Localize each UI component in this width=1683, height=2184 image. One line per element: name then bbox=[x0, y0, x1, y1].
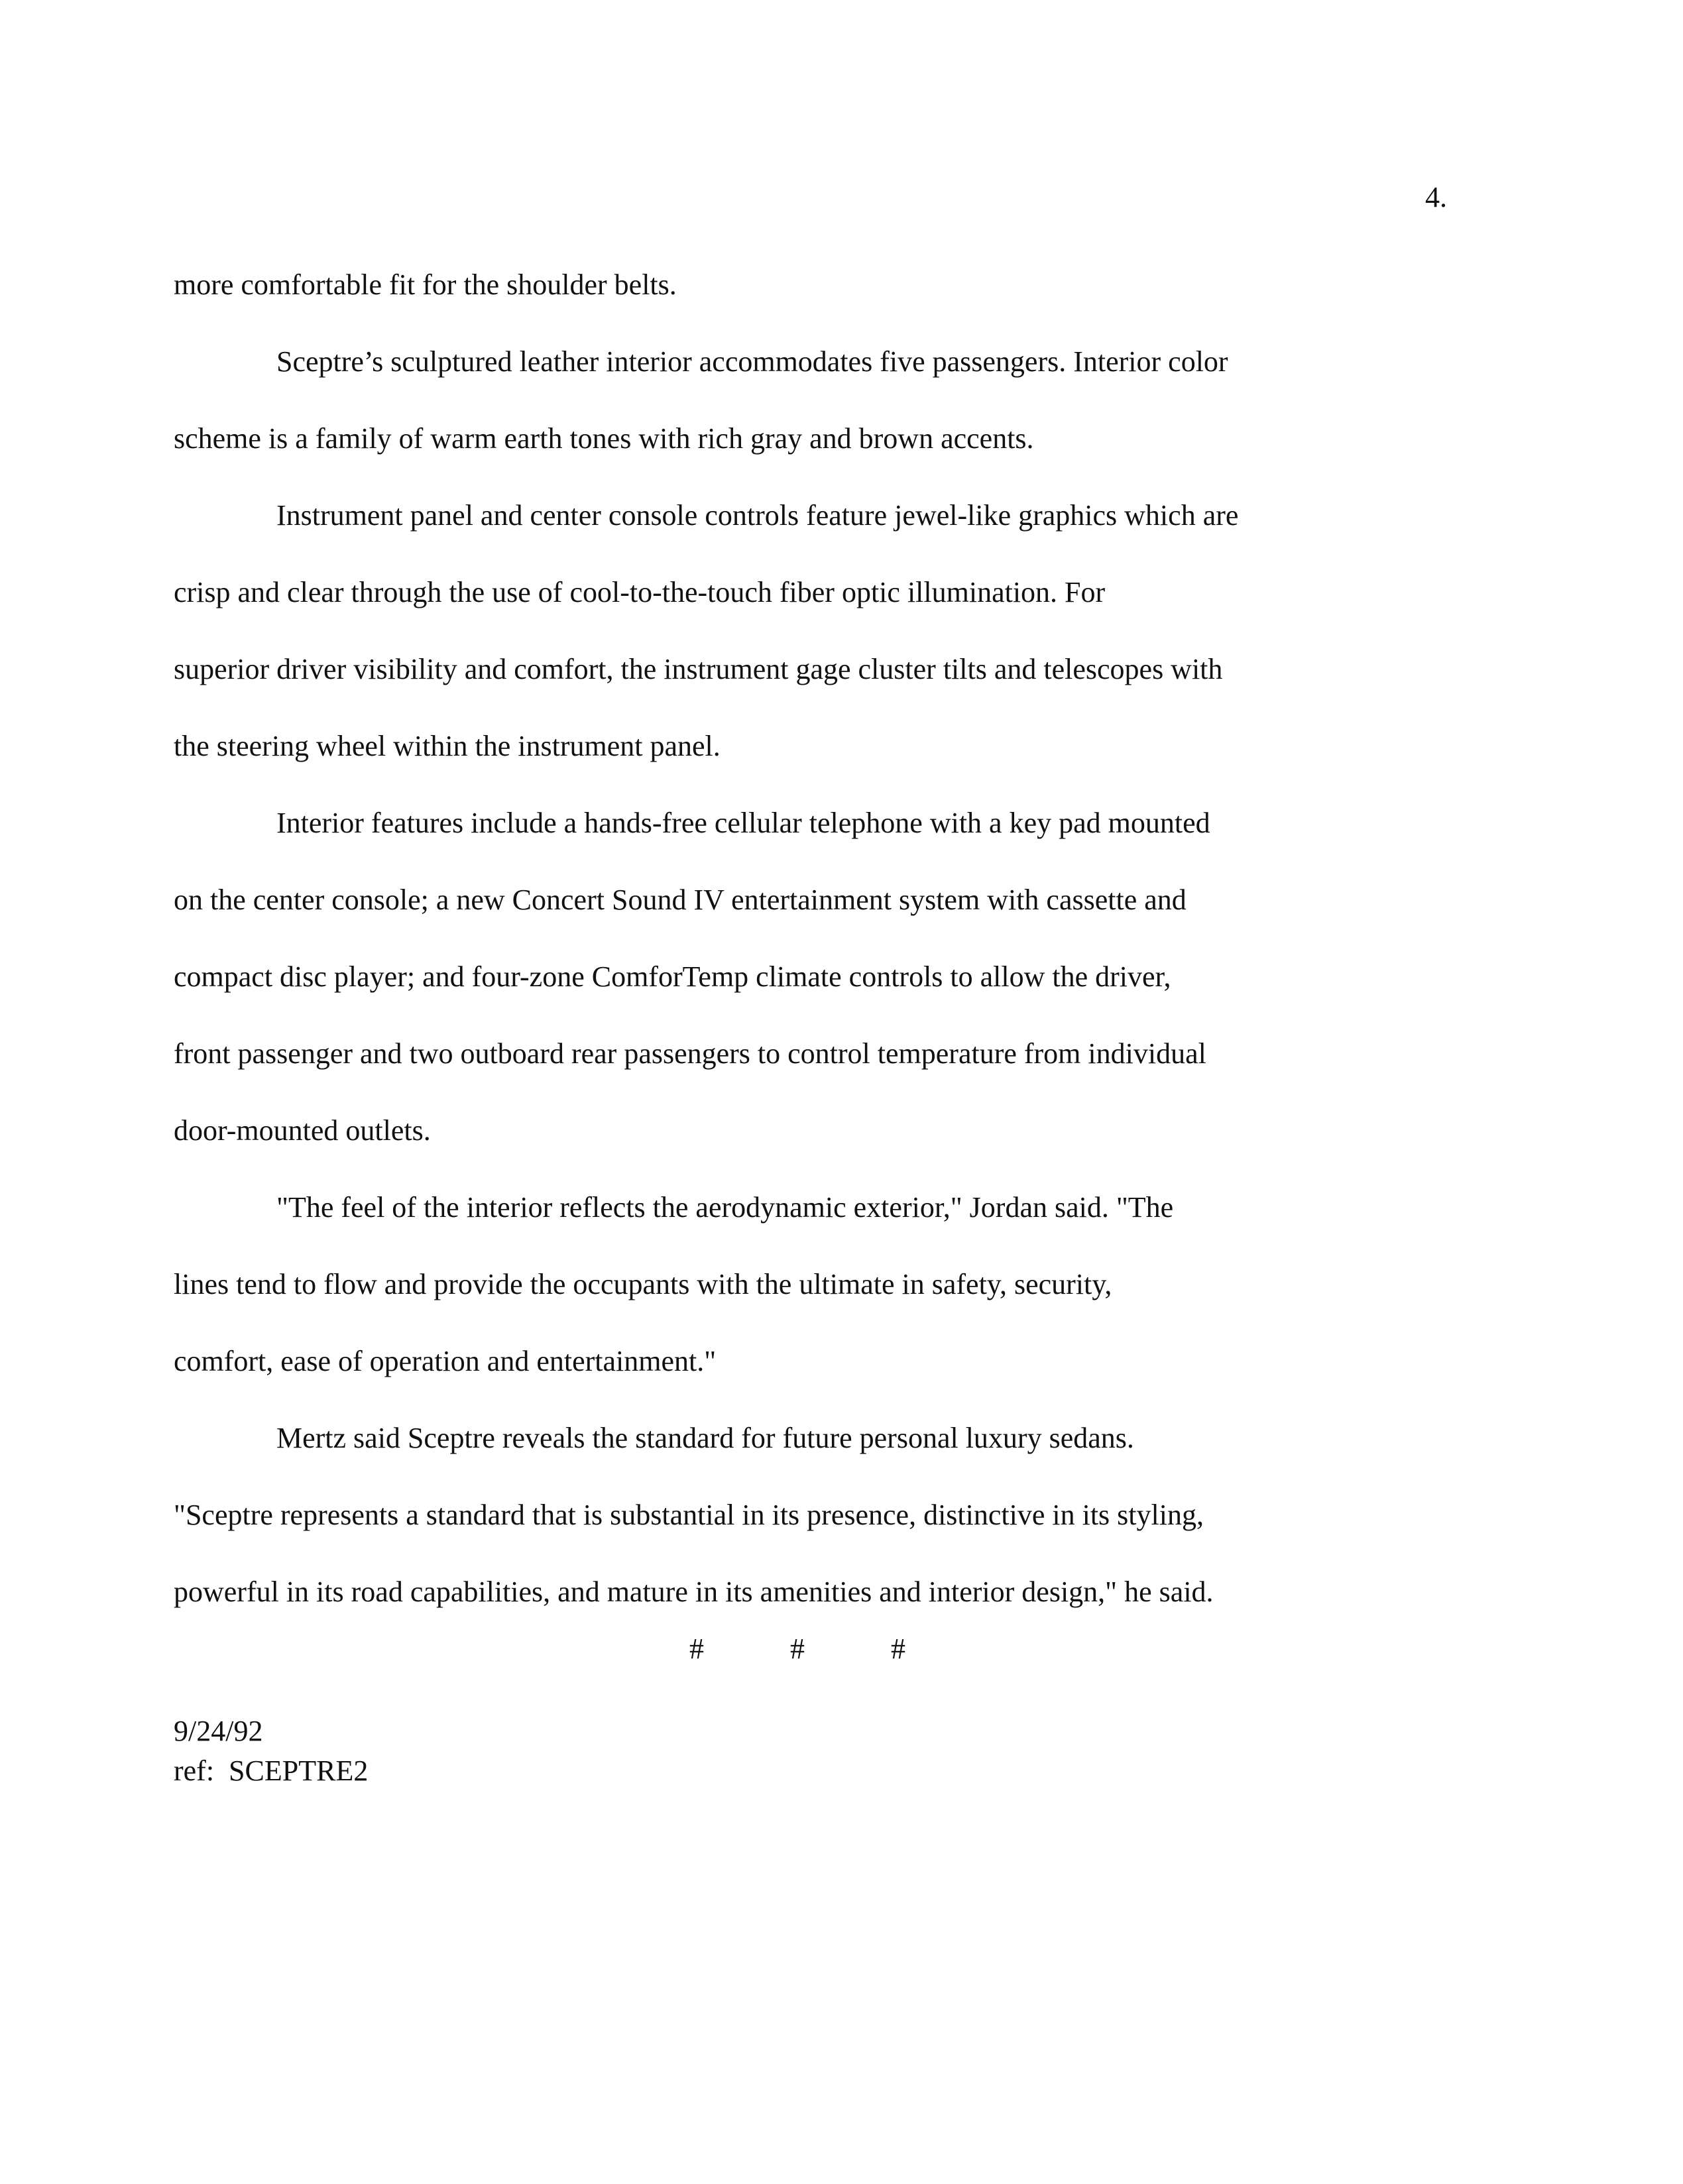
footer-date: 9/24/92 bbox=[174, 1715, 263, 1747]
paragraph-jordan-quote: "The feel of the interior reflects the aerodynamic exterior," Jordan said. "The lines tend to flow and provide the occupants with the ultimate in safety, security, comfort, ease of operation and entertainment." bbox=[174, 1191, 1174, 1377]
end-mark: # bbox=[790, 1633, 805, 1665]
paragraph-continuation: more comfortable fit for the shoulder belts. bbox=[174, 268, 677, 301]
page-number: 4. bbox=[1425, 181, 1447, 213]
paragraph-interior-color: Sceptre’s sculptured leather interior accommodates five passengers. Interior color scheme is a family of warm earth tones with rich gray and brown accents. bbox=[174, 345, 1228, 455]
end-mark: # bbox=[689, 1633, 704, 1665]
body-text bbox=[174, 247, 1476, 1631]
paragraph-instrument-panel: Instrument panel and center console controls feature jewel-like graphics which are crisp and clear through the use of cool-to-the-touch fiber optic illumination. For superior driver visibility and comfort, the instrument gage cluster tilts and telescopes with the steering wheel within the instrument panel. bbox=[174, 499, 1239, 762]
footer-ref: ref: SCEPTRE2 bbox=[174, 1754, 369, 1787]
paragraph-interior-features: Interior features include a hands-free cellular telephone with a key pad mounted on the center console; a new Concert Sound IV entertainment system with cassette and compact disc player; and four-zone ComforTemp climate controls to allow the driver, front passenger and two outboard rear passengers to control temperature from individual door-mounted outlets. bbox=[174, 807, 1210, 1147]
end-marks bbox=[689, 1629, 905, 1669]
end-mark: # bbox=[891, 1633, 905, 1665]
footer bbox=[174, 1711, 368, 1791]
paragraph-mertz-quote: Mertz said Sceptre reveals the standard for future personal luxury sedans. "Sceptre represents a standard that is substantial in its presence, distinctive in its styling, powerful in its road capabilities, and mature in its amenities and interior design," he said. bbox=[174, 1422, 1214, 1608]
